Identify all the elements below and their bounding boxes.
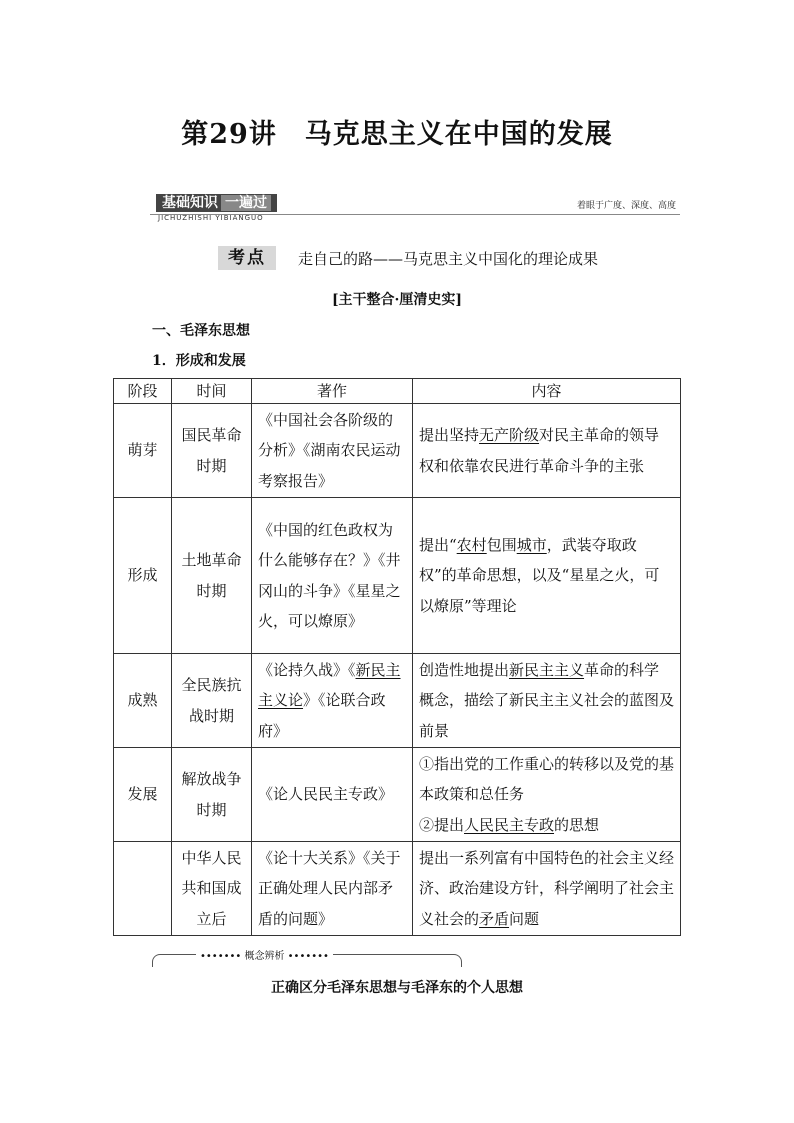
cell-works: 《中国社会各阶级的分析》《湖南农民运动考察报告》 xyxy=(252,404,413,498)
kaodian-heading xyxy=(218,246,598,270)
cell-works: 《论人民民主专政》 xyxy=(252,748,413,842)
cell-works: 《论十大关系》《关于正确处理人民内部矛盾的问题》 xyxy=(252,842,413,936)
cell-stage: 成熟 xyxy=(114,654,172,748)
concept-box xyxy=(152,944,460,968)
underlined-term: 人民民主专政 xyxy=(464,815,555,834)
cell-stage xyxy=(114,842,172,936)
subsection-heading: 1．形成和发展 xyxy=(152,353,246,369)
underlined-term: 农村 xyxy=(456,535,487,554)
cell-content: 创造性地提出新民主主义革命的科学概念，描绘了新民主主义社会的蓝图及前景 xyxy=(413,654,681,748)
cell-works: 《论持久战》《新民主主义论》《论联合政府》 xyxy=(252,654,413,748)
underlined-term: 无产阶级 xyxy=(479,426,540,444)
underlined-term: 城市 xyxy=(516,535,547,554)
header-content: 内容 xyxy=(413,379,681,404)
table-row xyxy=(114,748,681,842)
table-row xyxy=(114,404,681,498)
banner-tag-accent: 一遍过 xyxy=(221,195,271,211)
cell-time: 解放战争时期 xyxy=(172,748,252,842)
concept-label: ••••••• 概念辨析 ••••••• xyxy=(196,947,333,962)
concept-subtitle: 正确区分毛泽东思想与毛泽东的个人思想 xyxy=(271,980,523,996)
table-row xyxy=(114,498,681,654)
cell-content: 提出“农村包围城市，武装夺取政权”的革命思想，以及“星星之火，可以燎原”等理论 xyxy=(413,498,681,654)
cell-time: 全民族抗战时期 xyxy=(172,654,252,748)
cell-works: 《中国的红色政权为什么能够存在？》《井冈山的斗争》《星星之火，可以燎原》 xyxy=(252,498,413,654)
section-banner xyxy=(150,194,680,222)
table-row xyxy=(114,654,681,748)
development-table xyxy=(113,378,681,936)
banner-tag xyxy=(156,194,277,212)
underlined-term: 矛盾 xyxy=(479,909,510,928)
banner-tag-main: 基础知识 xyxy=(162,195,218,211)
section-heading: 一、毛泽东思想 xyxy=(152,323,250,339)
cell-content: 提出一系列富有中国特色的社会主义经济、政治建设方针，科学阐明了社会主义社会的矛盾问题 xyxy=(413,842,681,936)
cell-time: 国民革命时期 xyxy=(172,404,252,498)
header-works: 著作 xyxy=(252,379,413,404)
underlined-term: 新民主主义论 xyxy=(258,660,401,710)
table-header-row xyxy=(114,379,681,404)
page-title: 第29讲 马克思主义在中国的发展 xyxy=(181,119,613,150)
underlined-term: 新民主主义 xyxy=(509,660,585,679)
cell-stage: 萌芽 xyxy=(114,404,172,498)
banner-pinyin: JICHUZHISHI YIBIANGUO xyxy=(158,214,264,222)
bracket-title: [主干整合·厘清史实] xyxy=(331,292,463,308)
cell-content: 提出坚持无产阶级对民主革命的领导权和依靠农民进行革命斗争的主张 xyxy=(413,404,681,498)
cell-stage: 发展 xyxy=(114,748,172,842)
cell-content: ①指出党的工作重心的转移以及党的基本政策和总任务 ②提出人民民主专政的思想 xyxy=(413,748,681,842)
table-row xyxy=(114,842,681,936)
header-stage: 阶段 xyxy=(114,379,172,404)
cell-time: 中华人民共和国成立后 xyxy=(172,842,252,936)
header-time: 时间 xyxy=(172,379,252,404)
cell-stage: 形成 xyxy=(114,498,172,654)
kaodian-label: 考点 xyxy=(218,246,276,270)
cell-time: 土地革命时期 xyxy=(172,498,252,654)
banner-right-text: 着眼于广度、深度、高度 xyxy=(576,201,676,211)
kaodian-text: 走自己的路——马克思主义中国化的理论成果 xyxy=(298,249,599,268)
